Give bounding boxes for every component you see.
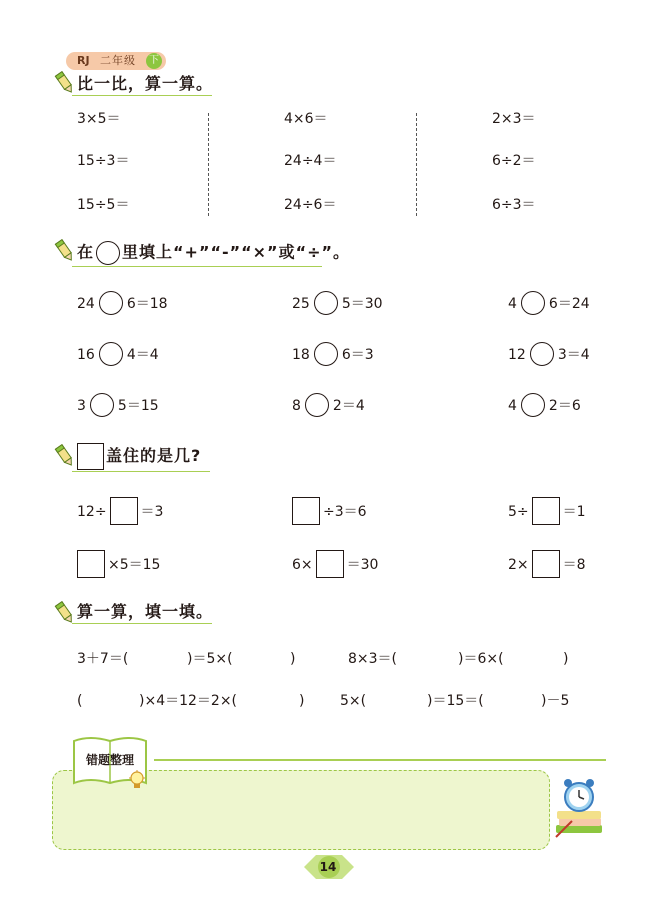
column-divider (416, 113, 417, 216)
answer-circle[interactable] (314, 342, 338, 366)
grade-label: 二年级 (100, 54, 136, 67)
fill-expr-part: 3＋7＝( (77, 651, 129, 667)
operand-b: 4＝4 (126, 347, 159, 363)
expr-1-3: 15÷5＝ (77, 197, 130, 213)
box-equation (77, 498, 163, 526)
circle-equation (77, 394, 159, 418)
answer-circle[interactable] (521, 393, 545, 417)
operand-a: 3 (77, 398, 86, 414)
operand-a: 4 (508, 398, 517, 414)
volume-badge: 下 (146, 53, 162, 69)
operand-b: 6＝3 (341, 347, 374, 363)
operand-b: 3＝4 (557, 347, 590, 363)
section-4-title: 算一算，填一填。 (77, 602, 214, 621)
expr-after: ＝1 (562, 504, 586, 520)
answer-box[interactable] (532, 550, 560, 578)
operand-a: 16 (77, 347, 95, 363)
expr-1-2: 15÷3＝ (77, 153, 130, 169)
fill-expr-part: ) (299, 693, 305, 709)
expr-3-3: 6÷3＝ (492, 197, 536, 213)
operand-b: 2＝6 (548, 398, 581, 414)
grade-tag (66, 52, 166, 70)
circle-equation (292, 394, 365, 418)
section-3-title (77, 443, 201, 470)
box-equation (74, 551, 160, 579)
page-number: 14 (319, 860, 337, 874)
expr-3-1: 2×3＝ (492, 111, 536, 127)
fill-expr-part: ( (77, 693, 83, 709)
circle-equation (77, 343, 159, 367)
section-1-underline (72, 95, 212, 96)
expr-before: 12÷ (77, 504, 107, 520)
title-circle-icon (96, 241, 120, 265)
fill-expr-part: 5×( (340, 693, 367, 709)
title-text-before: 在 (77, 242, 95, 262)
expr-after: ÷3＝6 (323, 504, 367, 520)
lightbulb-icon (128, 770, 146, 792)
circle-equation (77, 292, 168, 316)
operand-a: 18 (292, 347, 310, 363)
operand-b: 5＝15 (117, 398, 159, 414)
expr-2-3: 24÷6＝ (284, 197, 337, 213)
expr-2-2: 24÷4＝ (284, 153, 337, 169)
expr-2-1: 4×6＝ (284, 111, 328, 127)
answer-circle[interactable] (99, 291, 123, 315)
expr-after: ＝3 (140, 504, 164, 520)
fill-expr-part: )＝15＝( (427, 693, 484, 709)
answer-circle[interactable] (99, 342, 123, 366)
operand-a: 4 (508, 296, 517, 312)
operand-b: 6＝24 (548, 296, 590, 312)
section-2-underline (72, 266, 322, 267)
answer-box[interactable] (532, 497, 560, 525)
title-text-after: 里填上“+”“-”“×”或“÷”。 (122, 242, 351, 262)
circle-equation (508, 292, 590, 316)
answer-circle[interactable] (530, 342, 554, 366)
answer-box[interactable] (77, 550, 105, 578)
column-divider (208, 113, 209, 216)
answer-circle[interactable] (305, 393, 329, 417)
answer-circle[interactable] (90, 393, 114, 417)
box-equation (289, 498, 367, 526)
circle-equation (508, 343, 590, 367)
pencil-icon (54, 238, 76, 264)
expr-before: 6× (292, 557, 313, 573)
operand-b: 5＝30 (341, 296, 383, 312)
error-review-label: 错题整理 (85, 753, 134, 767)
answer-box[interactable] (292, 497, 320, 525)
circle-equation (292, 292, 383, 316)
fill-expr-part: 8×3＝( (348, 651, 398, 667)
review-rule-line (154, 759, 606, 761)
operand-a: 25 (292, 296, 310, 312)
fill-expr-part: )－5 (541, 693, 570, 709)
section-2-title (77, 241, 350, 265)
operand-a: 12 (508, 347, 526, 363)
expr-after: ＝8 (562, 557, 586, 573)
answer-box[interactable] (316, 550, 344, 578)
fill-expr-part: )＝5×( (187, 651, 233, 667)
expr-before: 5÷ (508, 504, 529, 520)
operand-a: 8 (292, 398, 301, 414)
expr-after: ＝30 (346, 557, 379, 573)
section-3-underline (72, 471, 210, 472)
box-equation (292, 551, 378, 579)
fill-expr-part: )＝6×( (458, 651, 504, 667)
circle-equation (292, 343, 374, 367)
title-text-after: 盖住的是几? (106, 446, 202, 465)
series-label: RJ (77, 54, 90, 67)
expr-1-1: 3×5＝ (77, 111, 121, 127)
box-equation (508, 498, 586, 526)
fill-expr-part: )×4＝12＝2×( (139, 693, 238, 709)
pencil-icon (54, 70, 76, 96)
section-1-title: 比一比，算一算。 (77, 74, 214, 93)
expr-before: 2× (508, 557, 529, 573)
answer-circle[interactable] (521, 291, 545, 315)
box-equation (508, 551, 586, 579)
fill-expr-part: ) (563, 651, 569, 667)
title-box-icon (77, 443, 104, 470)
section-4-underline (72, 623, 212, 624)
operand-b: 6＝18 (126, 296, 168, 312)
operand-b: 2＝4 (332, 398, 365, 414)
fill-expr-part: ) (290, 651, 296, 667)
operand-a: 24 (77, 296, 95, 312)
answer-box[interactable] (110, 497, 138, 525)
pencil-icon (54, 443, 76, 469)
expr-after: ×5＝15 (108, 557, 161, 573)
expr-3-2: 6÷2＝ (492, 153, 536, 169)
alarm-clock-on-books-icon (552, 775, 606, 839)
circle-equation (508, 394, 581, 418)
answer-circle[interactable] (314, 291, 338, 315)
